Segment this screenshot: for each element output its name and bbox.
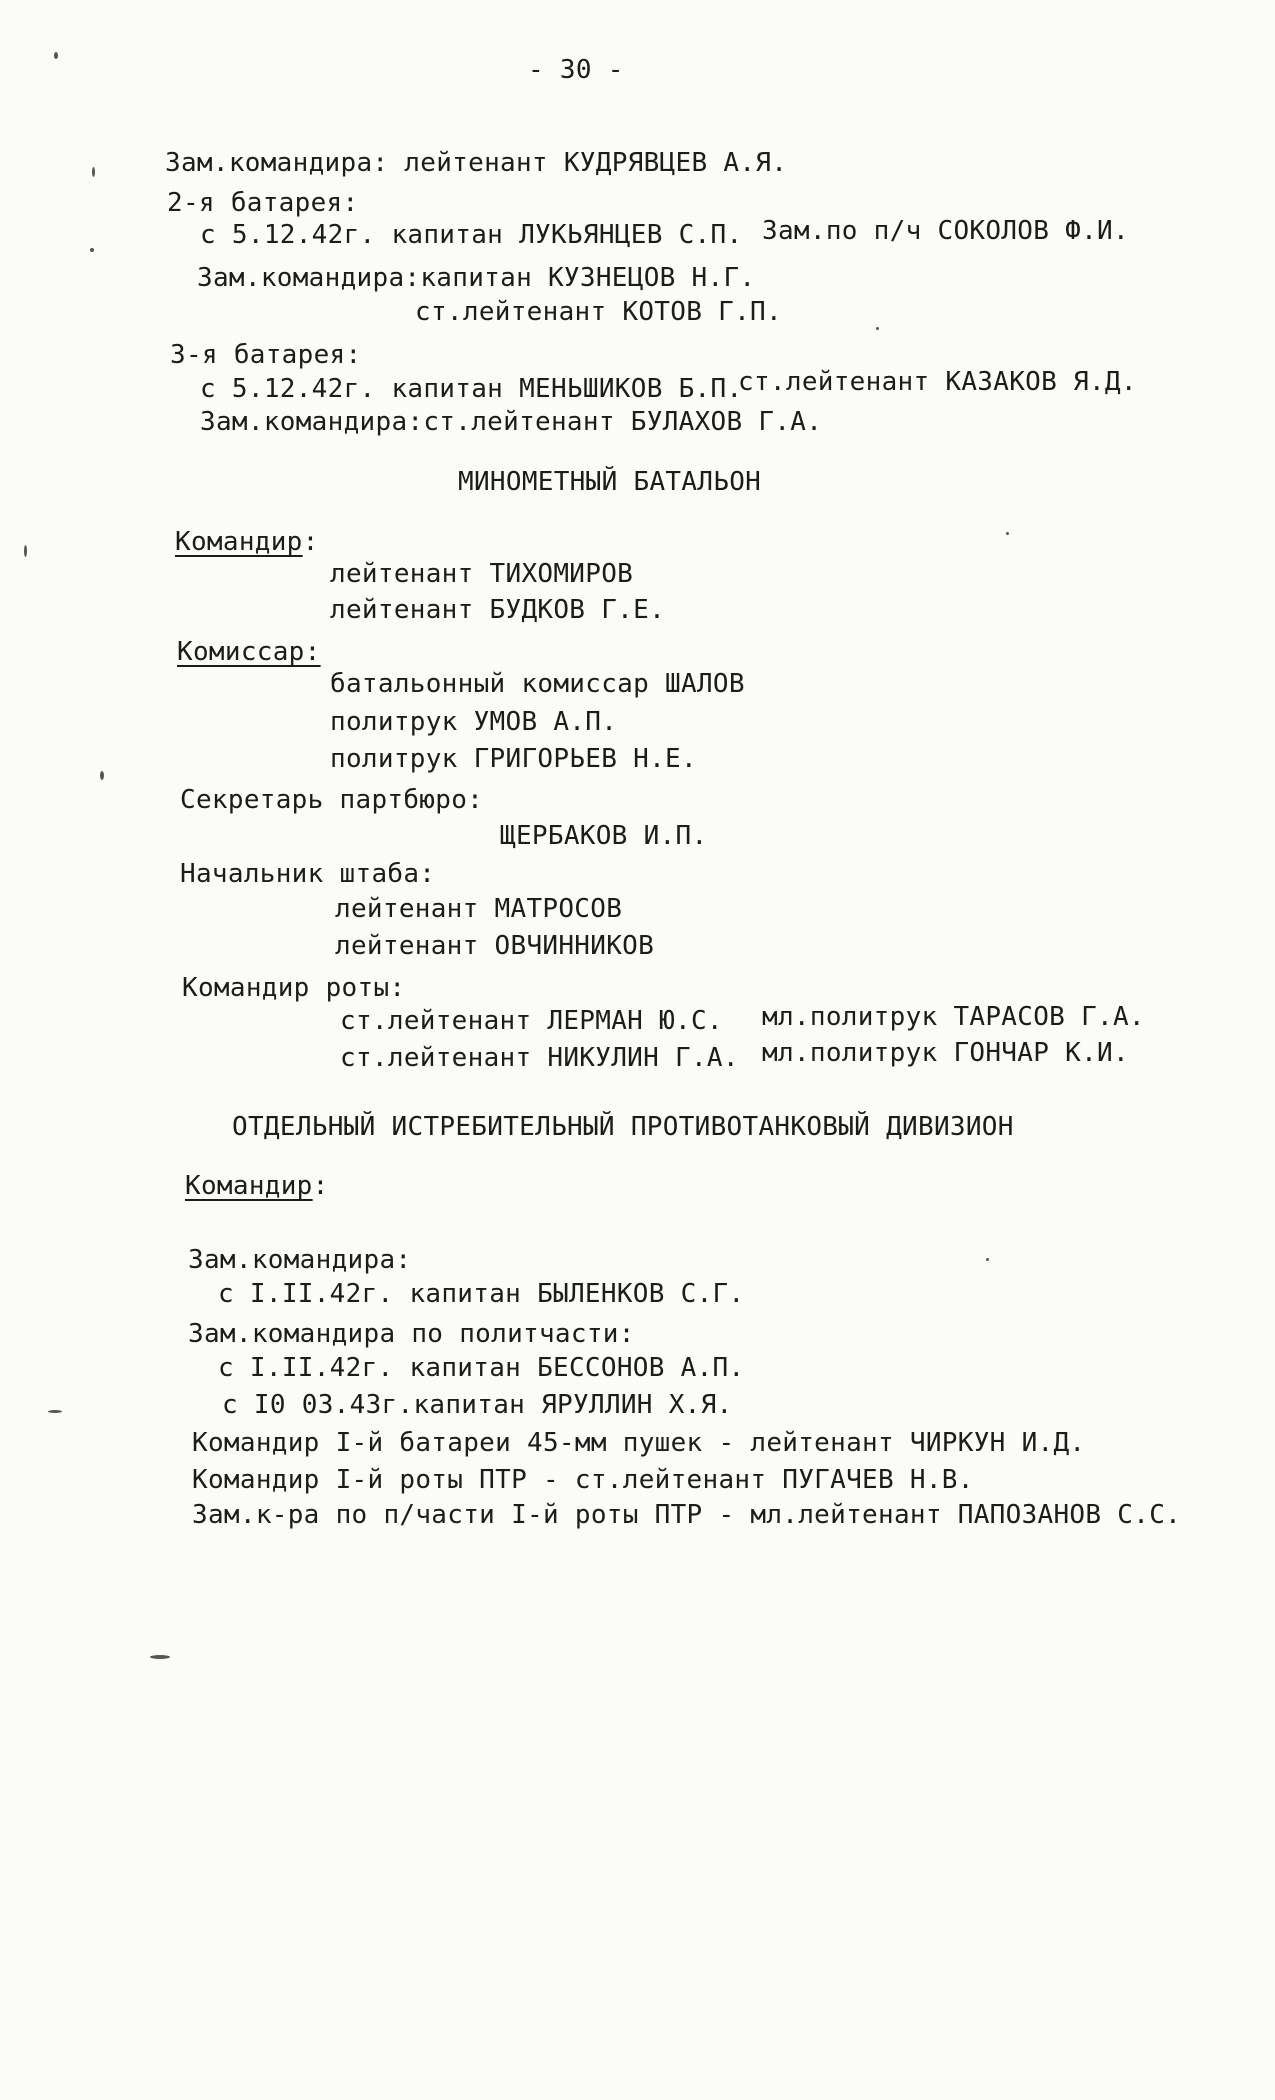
scan-speck (54, 52, 58, 59)
mortar-commander-colon: : (302, 527, 319, 557)
mortar-secretary: ЩЕРБАКОВ И.П. (500, 821, 708, 851)
scan-speck (1006, 532, 1009, 535)
scan-speck (92, 167, 95, 177)
battery3-heading: 3-я батарея: (170, 340, 362, 370)
mortar-commissar-label: Комиссар: (177, 637, 321, 667)
battery2-deputy2: ст.лейтенант КОТОВ Г.П. (415, 297, 782, 327)
battery2-heading: 2-я батарея: (167, 188, 359, 218)
antitank-ptr-company-commander: Командир I-й роты ПТР - ст.лейтенант ПУГАЧЕВ Н.В. (192, 1465, 974, 1495)
mortar-commander-label: Командир (175, 527, 303, 557)
mortar-chief-of-staff-2: лейтенант ОВЧИННИКОВ (335, 931, 655, 961)
antitank-commander-colon: : (312, 1171, 329, 1201)
mortar-battalion-title: МИНОМЕТНЫЙ БАТАЛЬОН (458, 467, 762, 497)
battery3-deputy: Зам.командира:ст.лейтенант БУЛАХОВ Г.А. (200, 407, 823, 437)
mortar-chief-of-staff-label: Начальник штаба: (180, 859, 436, 889)
antitank-deputy: с I.II.42г. капитан БЫЛЕНКОВ С.Г. (218, 1279, 745, 1309)
scan-speck (150, 1655, 170, 1659)
mortar-commander-2: лейтенант БУДКОВ Г.Е. (330, 595, 666, 625)
antitank-political-deputy-1: с I.II.42г. капитан БЕССОНОВ А.П. (218, 1353, 745, 1383)
battery1-deputy: Зам.командира: лейтенант КУДРЯВЦЕВ А.Я. (165, 148, 788, 178)
antitank-ptr-political-deputy: Зам.к-ра по п/части I-й роты ПТР - мл.лейтенант ПАПОЗАНОВ С.С. (192, 1500, 1182, 1530)
scan-speck (986, 1258, 989, 1261)
antitank-commander-label: Командир (185, 1171, 313, 1201)
scan-speck (90, 248, 94, 252)
mortar-company-row-2-politruk: мл.политрук ГОНЧАР К.И. (762, 1038, 1129, 1068)
scan-speck (24, 545, 27, 557)
antitank-political-deputy-label: Зам.командира по политчасти: (188, 1319, 635, 1349)
mortar-commissar-2: политрук УМОВ А.П. (330, 707, 618, 737)
mortar-commander-heading (175, 526, 319, 558)
battery2-deputy1: Зам.командира:капитан КУЗНЕЦОВ Н.Г. (197, 263, 756, 293)
scan-speck (48, 1410, 62, 1413)
antitank-deputy-label: Зам.командира: (188, 1245, 412, 1275)
mortar-company-row-1-politruk: мл.политрук ТАРАСОВ Г.А. (762, 1002, 1145, 1032)
mortar-commissar-3: политрук ГРИГОРЬЕВ Н.Е. (330, 744, 697, 774)
page-number: - 30 - (528, 55, 624, 85)
antitank-battery-commander: Командир I-й батареи 45-мм пушек - лейтенант ЧИРКУН И.Д. (192, 1428, 1086, 1458)
mortar-commissar-1: батальонный комиссар ШАЛОВ (330, 669, 745, 699)
mortar-company-commander-label: Командир роты: (182, 973, 406, 1003)
scan-speck (876, 327, 879, 330)
battery2-commander: с 5.12.42г. капитан ЛУКЬЯНЦЕВ С.П. (200, 220, 743, 250)
mortar-company-row-2-commander: ст.лейтенант НИКУЛИН Г.А. (340, 1043, 739, 1073)
antitank-commander-heading (185, 1170, 329, 1202)
mortar-chief-of-staff-1: лейтенант МАТРОСОВ (335, 894, 623, 924)
battery2-political-deputy: Зам.по п/ч СОКОЛОВ Ф.И. (762, 216, 1129, 246)
battery3-commander: с 5.12.42г. капитан МЕНЬШИКОВ Б.П. (200, 374, 743, 404)
antitank-division-title: ОТДЕЛЬНЫЙ ИСТРЕБИТЕЛЬНЫЙ ПРОТИВОТАНКОВЫЙ ДИВИЗИОН (232, 1112, 1014, 1142)
battery3-second: ст.лейтенант КАЗАКОВ Я.Д. (738, 367, 1137, 397)
mortar-company-row-1-commander: ст.лейтенант ЛЕРМАН Ю.С. (340, 1006, 723, 1036)
mortar-secretary-label: Секретарь партбюро: (180, 785, 484, 815)
antitank-political-deputy-2: с I0 03.43г.капитан ЯРУЛЛИН Х.Я. (222, 1390, 733, 1420)
scan-speck (100, 771, 104, 780)
mortar-commander-1: лейтенант ТИХОМИРОВ (330, 559, 634, 589)
